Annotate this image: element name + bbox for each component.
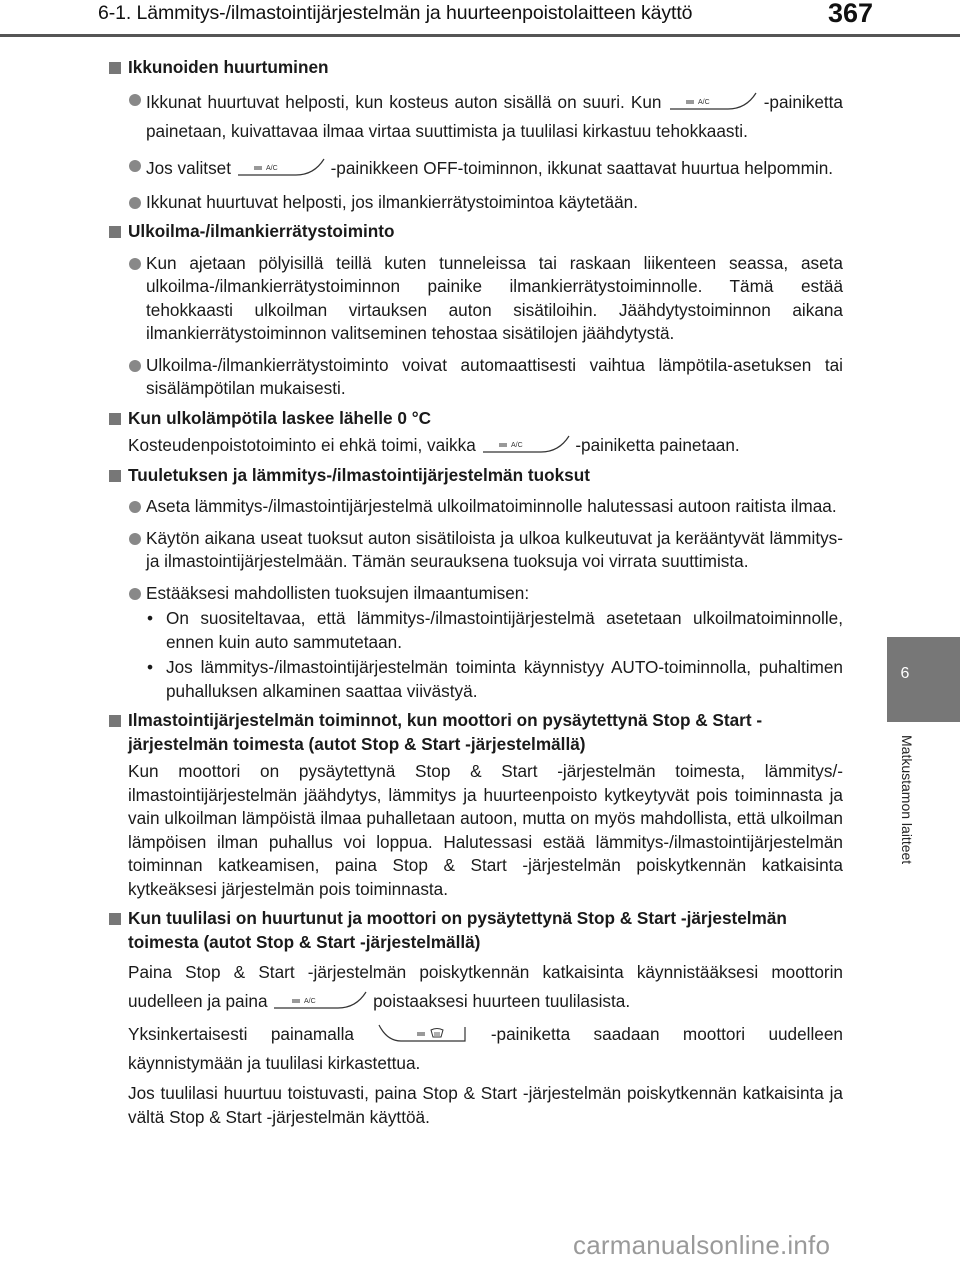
chapter-label-text: Matkustamon laitteet [899,735,915,865]
windshield-defroster-button-icon [377,1023,467,1043]
ac-label: A/C [265,164,278,172]
ac-button-icon [668,91,758,111]
chapter-number: 6 [900,665,910,682]
circle-bullet-icon [129,588,141,600]
ac-button-icon [272,990,368,1010]
page-header [0,0,960,40]
paragraph: Kun moottori on pysäytettynä Stop & Start -järjestelmän toimesta, lämmitys/-ilmastointijärjestelmän jäähdytys, lämmitys ja huurteenpoisto kytkeytyvät pois toiminnasta ja vain ulkoilman lämpöistä ilmaa puhalletaan autoon, mutta on myös mahdollista, että ulkoilman lämpöisen ilman puhallus voi loppua. Halutessasi estää lämmitys-/ilmastointijärjestelmän toiminnan katkeamisen, paina Stop & Start -järjestelmän poiskytkennän katkaisinta kytkeäksesi järjestelmän pois toiminnasta. [128,761,843,899]
paragraph: Yksinkertaisesti painamalla -painiketta saadaan moottori uudelleen käynnistymään ja tuulilasi kirkastettua. [128,1024,843,1073]
ac-label: A/C [697,98,710,106]
ac-label: A/C [510,442,523,449]
paragraph: Jos tuulilasi huurtuu toistuvasti, paina Stop & Start -järjestelmän poiskytkennän katkaisinta ja vältä Stop & Start -järjestelmän käyttöä. [128,1083,843,1127]
circle-bullet-icon [129,94,141,106]
list-item: Kun ajetaan pölyisillä teillä kuten tunneleissa tai raskaan liikenteen seassa, aseta ulkoilma-/ilmankierrätystoiminnon painike ilmankierrätystoiminnolle. Tämä estää tehokkaasti ulkoilman virtauksen auton sisätiloihin. Jäähdytystoiminnon aikana ilmankierrätystoiminnon valitseminen tehostaa sisätilojen jäähdytystä. [107,252,843,346]
section-heading: Tuuletuksen ja lämmitys-/ilmastointijärjestelmän tuoksut [107,464,843,488]
list-item: Jos valitset A/C -painikkeen OFF-toiminnon, ikkunat saattavat huurtua helpommin. [107,154,843,183]
sub-list-item: • Jos lämmitys-/ilmastointijärjestelmän toiminta käynnistyy AUTO-toiminnolla, puhaltimen puhalluksen alkaminen saattaa viivästyä. [147,657,843,701]
paragraph: Paina Stop & Start -järjestelmän poiskytkennän katkaisinta käynnistääksesi moottorin uudelleen ja paina A/C poistaaksesi huurteen tuulilasista. [128,962,843,1011]
chapter-tab [887,637,960,722]
square-bullet-icon [109,715,121,727]
circle-bullet-icon [129,533,141,545]
ac-label: A/C [304,998,316,1005]
sub-list-item: • On suositeltavaa, että lämmitys-/ilmastointijärjestelmä asetetaan ulkoilmatoiminnolle, ennen kuin auto sammutetaan. [147,608,843,652]
square-bullet-icon [109,470,121,482]
circle-bullet-icon [129,501,141,513]
ac-button-icon [481,434,571,454]
circle-bullet-icon [129,258,141,270]
ac-button-icon [236,157,326,177]
page-number: 367 [828,0,874,28]
section-heading: Ikkunoiden huurtuminen [107,56,843,80]
page-content [107,50,843,1129]
paragraph: Kosteudenpoistotoiminto ei ehkä toimi, vaikka A/C -painiketta painetaan. [128,435,740,455]
circle-bullet-icon [129,360,141,372]
list-item: Ikkunat huurtuvat helposti, kun kosteus auton sisällä on suuri. Kun A/C -painiketta painetaan, kuivattavaa ilmaa virtaa suuttimista ja tuulilasi kirkastuu tehokkaasti. [107,88,843,146]
square-bullet-icon [109,62,121,74]
chapter-label [887,735,925,925]
square-bullet-icon [109,413,121,425]
square-bullet-icon [109,913,121,925]
section-heading: Ilmastointijärjestelmän toiminnot, kun moottori on pysäytettynä Stop & Start -järjestelmän toimesta (autot Stop & Start -järjestelmällä) [107,709,843,756]
list-item: Ulkoilma-/ilmankierrätystoiminto voivat automaattisesti vaihtua lämpötila-asetuksen tai sisälämpötilan mukaisesti. [107,354,843,401]
square-bullet-icon [109,226,121,238]
list-item: Estääksesi mahdollisten tuoksujen ilmaantumisen: [107,582,843,606]
circle-bullet-icon [129,160,141,172]
header-title: 6-1. Lämmitys-/ilmastointijärjestelmän ja huurteenpoistolaitteen käyttö [98,2,693,24]
section-heading: Kun tuulilasi on huurtunut ja moottori on pysäytettynä Stop & Start -järjestelmän toimesta (autot Stop & Start -järjestelmällä) [107,907,843,954]
list-item: Aseta lämmitys-/ilmastointijärjestelmä ulkoilmatoiminnolle halutessasi autoon raitista ilmaa. [107,495,843,519]
section-heading: Kun ulkolämpötila laskee lähelle 0 °C [107,407,843,431]
watermark: carmanualsonline.info [573,1230,831,1260]
list-item: Käytön aikana useat tuoksut auton sisätiloista ja ulkoa kulkeutuvat ja kerääntyvät lämmitys- ja ilmastointijärjestelmään. Tämän seurauksena tuoksuja voi virrata suuttimista. [107,527,843,574]
circle-bullet-icon [129,197,141,209]
section-heading: Ulkoilma-/ilmankierrätystoiminto [107,220,843,244]
header-rule [0,34,960,37]
list-item: Ikkunat huurtuvat helposti, jos ilmankierrätystoimintoa käytetään. [107,191,843,215]
